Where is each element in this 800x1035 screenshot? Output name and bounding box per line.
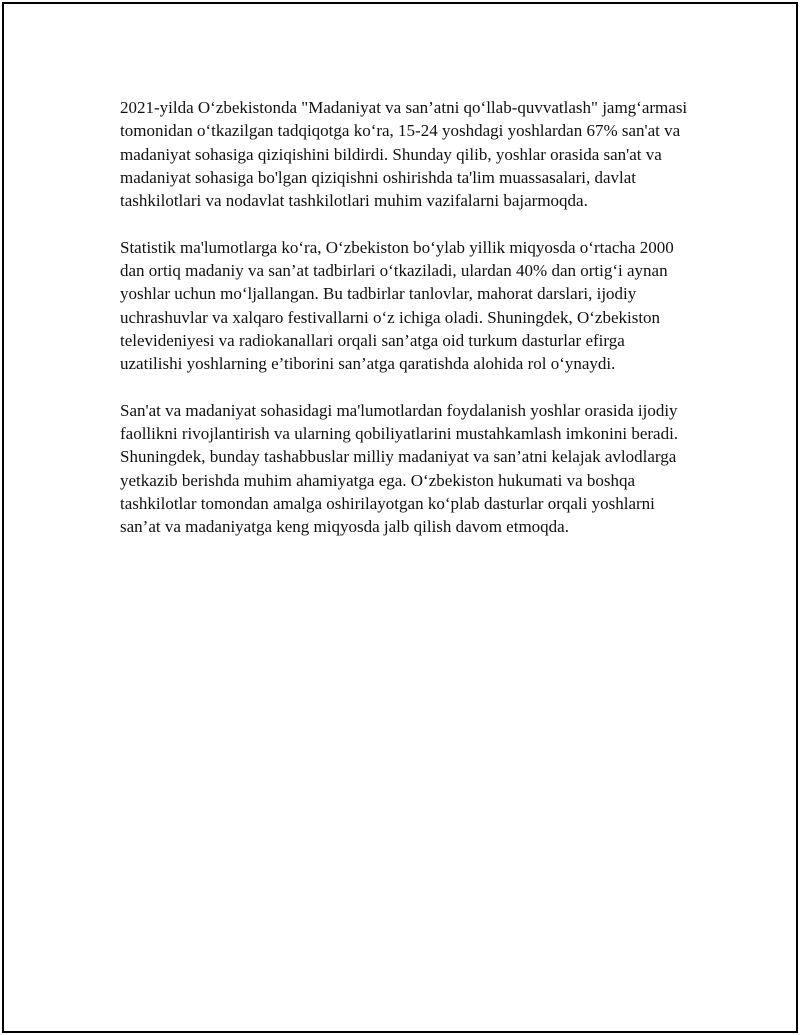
document-body	[120, 96, 690, 562]
paragraph-2: Statistik ma'lumotlarga ko‘ra, O‘zbekiston bo‘ylab yillik miqyosda o‘rtacha 2000 dan ortiq madaniy va san’at tadbirlari o‘tkaziladi, ulardan 40% dan ortig‘i aynan yoshlar uchun mo‘ljallangan. Bu tadbirlar tanlovlar, mahorat darslari, ijodiy uchrashuvlar va xalqaro festivallarni o‘z ichiga oladi. Shuningdek, O‘zbekiston televideniyesi va radiokanallari orqali san’atga oid turkum dasturlar efirga uzatilishi yoshlarning e’tiborini san’atga qaratishda alohida rol o‘ynaydi.	[120, 237, 674, 374]
document-page	[2, 2, 798, 1033]
paragraph-1: 2021-yilda O‘zbekistonda "Madaniyat va san’atni qo‘llab-quvvatlash" jamg‘armasi tomonidan o‘tkazilgan tadqiqotga ko‘ra, 15-24 yoshdagi yoshlardan 67% san'at va madaniyat sohasiga qiziqishini bildirdi. Shunday qilib, yoshlar orasida san'at va madaniyat sohasiga bo'lgan qiziqishni oshirishda ta'lim muassasalari, davlat tashkilotlari va nodavlat tashkilotlari muhim vazifalarni bajarmoqda.	[120, 98, 688, 211]
paragraph-3: San'at va madaniyat sohasidagi ma'lumotlardan foydalanish yoshlar orasida ijodiy faollikni rivojlantirish va ularning qobiliyatlarini mustahkamlash imkonini beradi. Shuningdek, bunday tashabbuslar milliy madaniyat va san’atni kelajak avlodlarga yetkazib berishda muhim ahamiyatga ega. O‘zbekiston hukumati va boshqa tashkilotlar tomondan amalga oshirilayotgan ko‘plab dasturlar orqali yoshlarni san’at va madaniyatga keng miqyosda jalb qilish davom etmoqda.	[120, 400, 679, 537]
